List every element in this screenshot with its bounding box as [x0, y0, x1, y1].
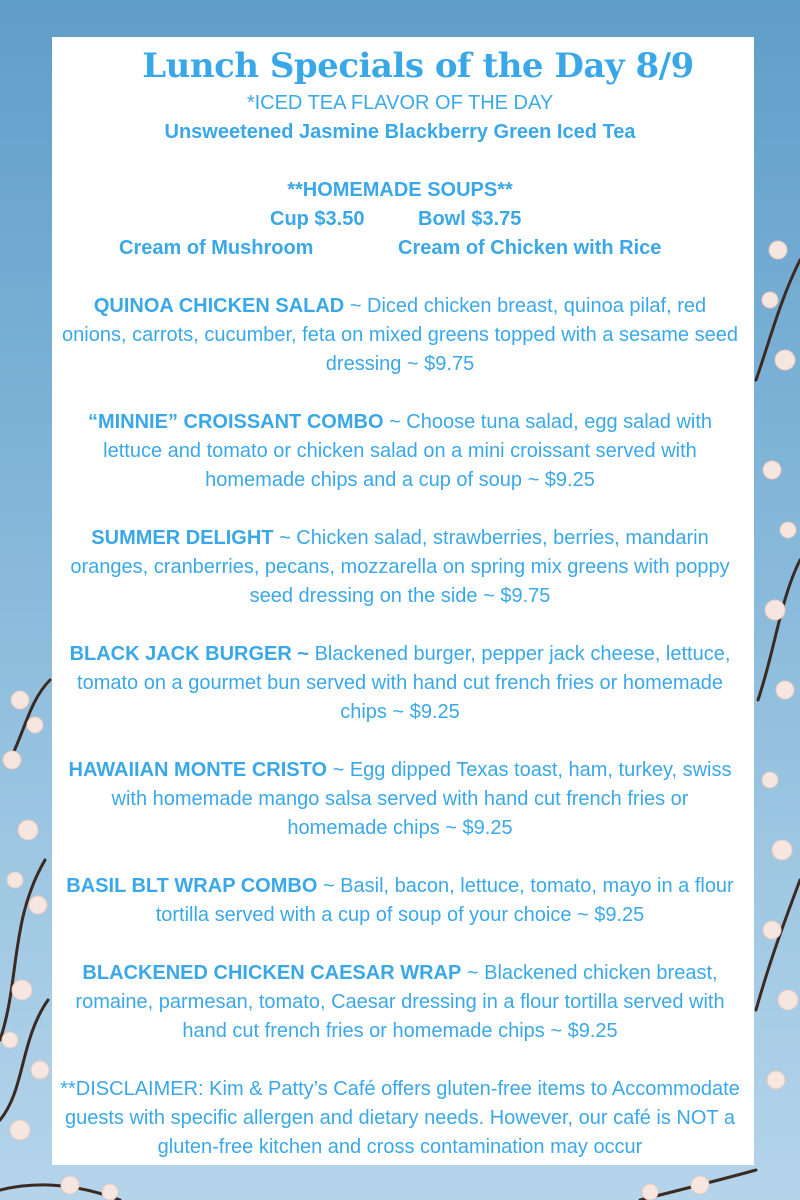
menu-item-description: ~ Diced chicken breast, quinoa pilaf, red onions, carrots, cucumber, feta on mixed greens topped with a sesame seed dressing ~ $9.75: [62, 295, 738, 375]
menu-item-name: BASIL BLT WRAP COMBO: [66, 875, 318, 897]
soup-option: Cream of Chicken with Rice: [398, 237, 662, 259]
menu-item: [60, 756, 740, 843]
iced-tea-flavor: Unsweetened Jasmine Blackberry Green Iced Tea: [164, 121, 636, 143]
menu-item-description: ~ Choose tuna salad, egg salad with lettuce and tomato or chicken salad on a mini croissant served with homemade chips and a cup of soup ~ $9.25: [103, 411, 713, 491]
menu-item-name: “MINNIE” CROISSANT COMBO: [87, 411, 384, 433]
menu-item: [60, 292, 740, 379]
menu-item-name: HAWAIIAN MONTE CRISTO: [68, 759, 328, 781]
menu-item-description: ~ Blackened chicken breast, romaine, parmesan, tomato, Caesar dressing in a flour tortilla served with hand cut french fries or homemade chips ~ $9.25: [75, 962, 725, 1042]
menu-item-description: Blackened burger, pepper jack cheese, lettuce, tomato on a gourmet bun served with hand cut french fries or homemade chips ~ $9.25: [77, 643, 731, 723]
disclaimer: **DISCLAIMER: Kim & Patty’s Café offers gluten-free items to Accommodate guests with specific allergen and dietary needs. However, our café is NOT a gluten-free kitchen and cross contamination may occur: [60, 1078, 740, 1158]
menu-item-name: SUMMER DELIGHT: [91, 527, 274, 549]
menu-item: [60, 524, 740, 611]
iced-tea-heading: *ICED TEA FLAVOR OF THE DAY: [246, 92, 554, 114]
soup-cup-price: Cup $3.50: [270, 208, 365, 230]
menu-title: Lunch Specials of the Day 8/9: [142, 46, 694, 86]
menu-item-name: BLACK JACK BURGER ~: [69, 643, 310, 665]
menu-item-name: BLACKENED CHICKEN CAESAR WRAP: [82, 962, 462, 984]
menu-item-description: ~ Chicken salad, strawberries, berries, mandarin oranges, cranberries, pecans, mozzarella on spring mix greens with poppy seed dressing on the side ~ $9.75: [70, 527, 730, 607]
menu-item: [60, 408, 740, 495]
menu-item: [60, 640, 740, 727]
menu-item-description: ~ Basil, bacon, lettuce, tomato, mayo in a flour tortilla served with a cup of soup of your choice ~ $9.25: [155, 875, 734, 926]
menu-item: [60, 959, 740, 1046]
menu-item: [60, 872, 740, 930]
menu-item-description: ~ Egg dipped Texas toast, ham, turkey, swiss with homemade mango salsa served with hand cut french fries or homemade chips ~ $9.25: [111, 759, 732, 839]
soup-option: Cream of Mushroom: [119, 237, 314, 259]
soups-heading: **HOMEMADE SOUPS**: [287, 179, 513, 201]
menu-item-name: QUINOA CHICKEN SALAD: [93, 295, 345, 317]
soup-bowl-price: Bowl $3.75: [418, 208, 522, 230]
